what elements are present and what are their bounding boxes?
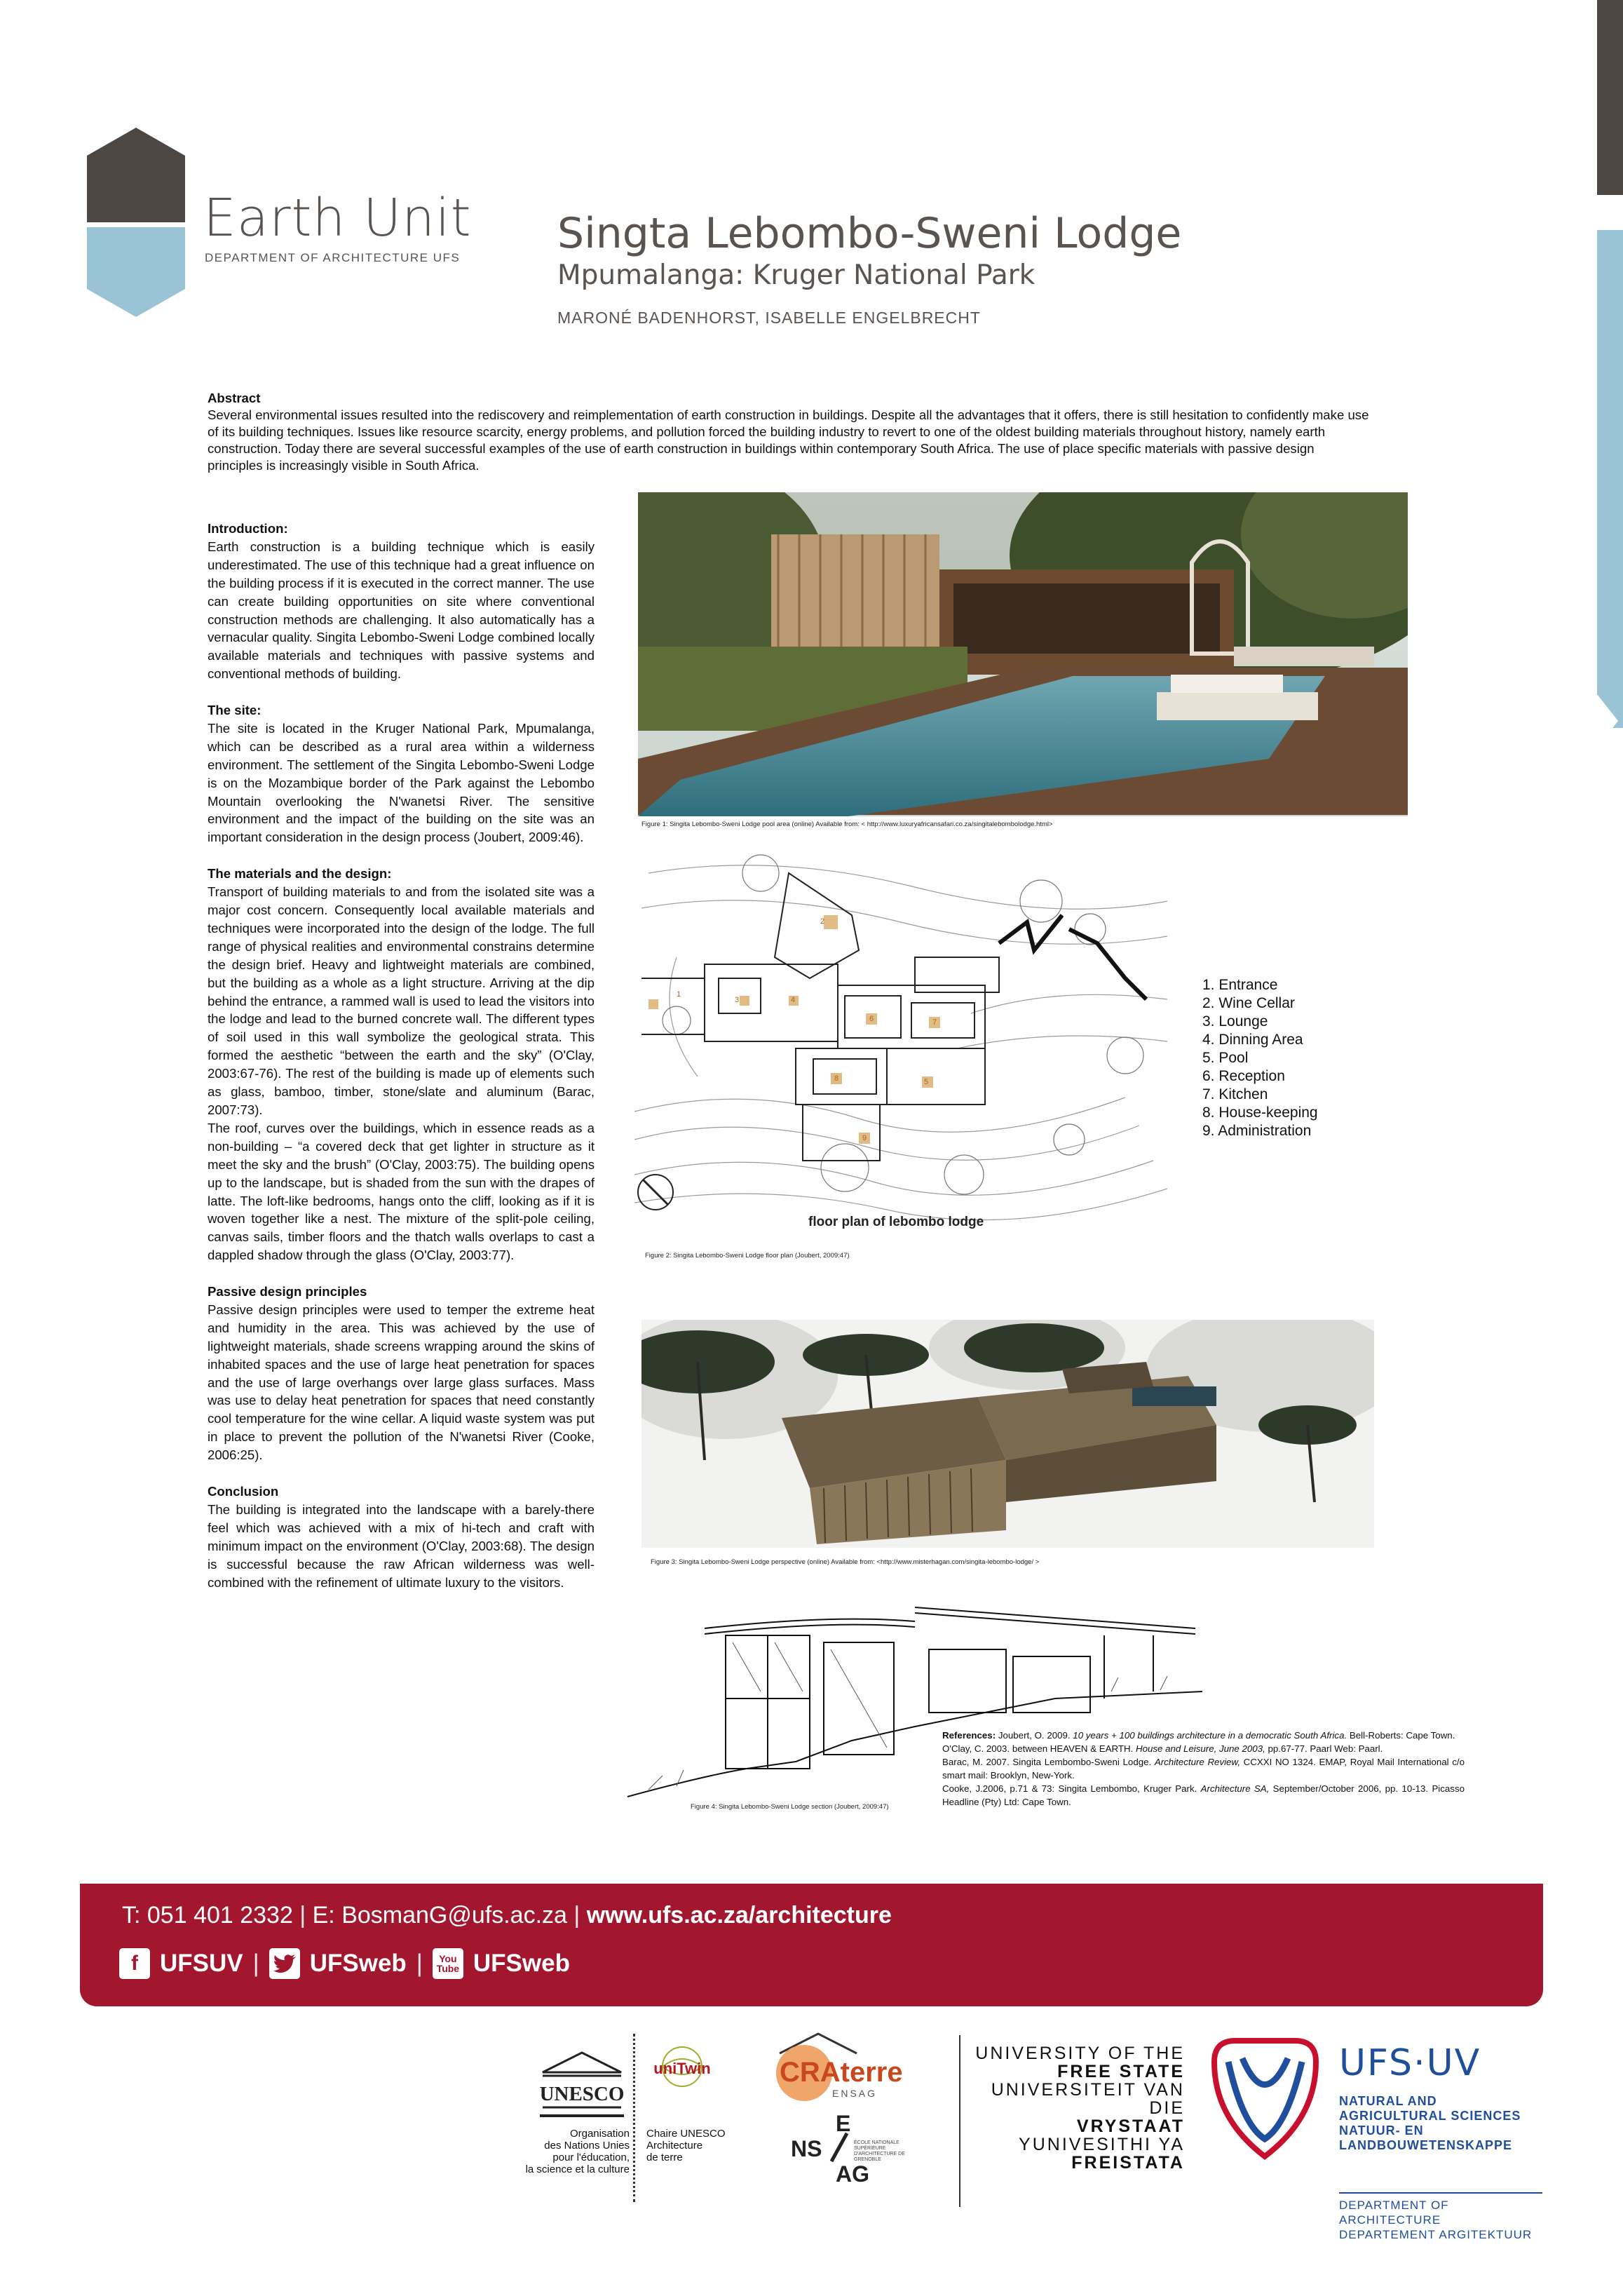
craterre-wordmark: CRAterre bbox=[780, 2057, 903, 2088]
unesco-caption: Organisation des Nations Unies pour l'éducation, la science et la culture bbox=[525, 2128, 630, 2175]
ufs-line: FREISTATA bbox=[1071, 2153, 1185, 2173]
reference-2-title: House and Leisure, June 2003, bbox=[1135, 1743, 1265, 1754]
facebook-link[interactable]: UFSUV bbox=[160, 1950, 243, 1977]
reference-2-publisher: pp.67-77. Paarl Web: Paarl. bbox=[1265, 1743, 1383, 1754]
reference-3 bbox=[942, 1755, 1465, 1782]
faculty-name: NATURAL AND AGRICULTURAL SCIENCES NATUUR- EN LANDBOUWETENSKAPPE bbox=[1339, 2094, 1521, 2152]
reference-2-author: O'Clay, C. 2003. between HEAVEN & EARTH. bbox=[942, 1743, 1136, 1754]
logo-subtitle: DEPARTMENT OF ARCHITECTURE UFS bbox=[205, 251, 461, 264]
reference-3-title: Architecture Review, bbox=[1154, 1757, 1241, 1767]
phone-number: T: 051 401 2332 bbox=[122, 1902, 293, 1929]
abstract bbox=[208, 390, 1371, 474]
main-text-column bbox=[208, 520, 595, 1609]
ufs-emblem bbox=[1200, 2034, 1330, 2163]
ensag-slash bbox=[829, 2132, 850, 2163]
materials-text: Transport of building materials to and from the isolated site was a major cost concern. Consequently local available materials and techniques were incorporated into the design of the lodge. The full range of physical realities and environmental constrains determine the design brief. Heavy and lightweight materials are combined, but the building as a whole as a light structure. Arriving at the dip behind the entrance, a rammed wall is used to lead the visitors into the lodge and lead to the burned concrete wall. The different types of soil used in this wall symbolize the geological strata. This formed the aesthetic “between the earth and the sky” (O'Clay, 2003:67-76). The rest of the building is made up of elements such as glass, bamboo, timber, stone/slate and aluminum (Barac, 2007:73). bbox=[208, 884, 595, 1117]
social-line: f UFSUV | UFSweb | You Tube UFSweb bbox=[119, 1948, 570, 1979]
craterre-logo bbox=[752, 2032, 913, 2116]
craterre-subtitle: ENSAG bbox=[832, 2088, 878, 2099]
passive-text: Passive design principles were used to temper the extreme heat and humidity in the area. This was achieved by the use of lightweight materials, shade screens wrapping around the skins of inhabited spaces and the use of large heat penetration for spaces and the use of large overhangs over large glass surfaces. Mass was use to delay heat penetration for spaces that need constantly cool temperature for the wine cellar. A liquid waste system was put in place to prevent the pollution of the N'wanetsi River (Cooke, 2006:25). bbox=[208, 1302, 595, 1463]
side-tab-notch bbox=[1597, 694, 1618, 748]
ufs-divider bbox=[959, 2035, 960, 2207]
earth-unit-logo-hexagon bbox=[87, 128, 185, 317]
twitter-icon bbox=[269, 1948, 300, 1979]
figure-2-caption: Figure 2: Singita Lebombo-Sweni Lodge floor plan (Joubert, 2009:47) bbox=[645, 1252, 850, 1260]
authors: MARONÉ BADENHORST, ISABELLE ENGELBRECHT bbox=[557, 309, 981, 327]
plan-number: 9 bbox=[862, 1134, 867, 1142]
unesco-wordmark: UNESCO bbox=[540, 2083, 624, 2105]
partner-divider bbox=[633, 2034, 635, 2202]
abstract-heading: Abstract bbox=[208, 391, 261, 405]
page-title: Singta Lebombo-Sweni Lodge bbox=[557, 209, 1182, 258]
unitwin-wordmark: uniTwin bbox=[653, 2060, 711, 2077]
plan-number: 8 bbox=[834, 1074, 839, 1083]
ufs-name-block bbox=[975, 2044, 1185, 2172]
reference-1-publisher: Bell-Roberts: Cape Town. bbox=[1347, 1730, 1455, 1741]
intro-text: Earth construction is a building technique which is easily underestimated. The use of this technique had a great influence on the building process if it is executed in the correct manner. The use can create building opportunities on site where conventional construction methods are challenging. It also automatically has a vernacular quality. Singita Lebombo-Sweni Lodge combined locally available materials and techniques with passive systems and conventional methods of building. bbox=[208, 539, 595, 682]
website-link[interactable]: www.ufs.ac.za/architecture bbox=[586, 1902, 892, 1929]
floor-plan-label: floor plan of lebombo lodge bbox=[808, 1215, 984, 1229]
figure-3-caption: Figure 3: Singita Lebombo-Sweni Lodge perspective (online) Available from: <http://www.misterhagan.com/singita-lebombo-lodge/ > bbox=[651, 1558, 1040, 1566]
ufs-line: UNIVERSITEIT VAN DIE bbox=[991, 2080, 1185, 2118]
ufs-uv-wordmark: UFS·UV bbox=[1339, 2042, 1481, 2084]
materials-text-2: The roof, curves over the buildings, which in essence reads as a non-building – “a covered deck that get lighter in structure as it meet the sky and the brush” (O'Clay, 2003:75). The building opens up to the landscape, but is shaded from the sun with the drapes of latte. The loft-like bedrooms, hangs onto the cliff, looking as if it is woven together like a nest. The mixture of the split-pole ceiling, canvas sails, timber floors and the thatch walls overlaps to cast a dappled shadow through the glass (O'Clay, 2003:77). bbox=[208, 1120, 595, 1263]
logo-title: Earth Unit bbox=[203, 188, 472, 248]
plan-number: 6 bbox=[869, 1015, 874, 1023]
ensag-letter: AG bbox=[836, 2161, 869, 2187]
youtube-icon-text: Tube bbox=[436, 1963, 460, 1974]
unitwin-caption: Chaire UNESCO Architecture de terre bbox=[646, 2128, 726, 2163]
reference-1 bbox=[942, 1729, 1465, 1742]
reference-3-author: Barac, M. 2007. Singita Lembombo-Sweni Lodge. bbox=[942, 1757, 1155, 1767]
legend-item: 2. Wine Cellar bbox=[1202, 995, 1295, 1011]
plan-number: 2 bbox=[820, 917, 825, 926]
legend-item: 9. Administration bbox=[1202, 1123, 1312, 1139]
youtube-icon bbox=[433, 1948, 463, 1979]
figure-4-caption: Figure 4: Singita Lebombo-Sweni Lodge section (Joubert, 2009:47) bbox=[691, 1803, 889, 1811]
conclusion-heading: Conclusion bbox=[208, 1483, 279, 1499]
pool-photo bbox=[638, 492, 1408, 816]
reference-4-publisher: September/October 2006, pp. 10-13. Picasso Headline (Pty) Ltd: Cape Town. bbox=[942, 1783, 1465, 1807]
facebook-icon: f bbox=[119, 1948, 150, 1979]
legend-item: 7. Kitchen bbox=[1202, 1086, 1268, 1102]
youtube-link[interactable]: UFSweb bbox=[473, 1950, 570, 1977]
intro-heading: Introduction: bbox=[208, 521, 288, 536]
legend-item: 1. Entrance bbox=[1202, 977, 1278, 993]
email-link[interactable]: E: BosmanG@ufs.ac.za bbox=[312, 1902, 567, 1929]
plan-number: 7 bbox=[932, 1018, 937, 1027]
reference-4-author: Cooke, J.2006, p.71 & 73: Singita Lembombo, Kruger Park. bbox=[942, 1783, 1201, 1794]
reference-1-author: Joubert, O. 2009. bbox=[998, 1730, 1073, 1741]
twitter-link[interactable]: UFSweb bbox=[309, 1950, 407, 1977]
page-subtitle: Mpumalanga: Kruger National Park bbox=[557, 259, 1035, 291]
conclusion-text: The building is integrated into the landscape with a barely-there feel which was achieved with a mix of hi-tech and craft with minimum impact on the environment (O'Clay, 2003:68). The design is successful because the raw African wilderness was well-combined with the refinement of ultimate luxury to the visitors. bbox=[208, 1501, 595, 1590]
contact-footer-band bbox=[80, 1884, 1543, 2006]
legend-item: 3. Lounge bbox=[1202, 1013, 1268, 1029]
plan-number: 1 bbox=[677, 990, 681, 999]
references bbox=[942, 1729, 1465, 1809]
plan-number: 3 bbox=[735, 996, 740, 1004]
ensag-caption: ÉCOLE NATIONALE SUPÉRIEURE D'ARCHITECTURE DE GRENOBLE bbox=[854, 2140, 905, 2162]
site-heading: The site: bbox=[208, 703, 262, 718]
abstract-text: Several environmental issues resulted into the rediscovery and reimplementation of earth construction in buildings. Despite all the advantages that it offers, there is still hesitation to confidently make use of its building techniques. Issues like resource scarcity, energy problems, and pollution forced the building industry to revert to one of the oldest building materials throughout history, namely earth construction. Today there are several successful examples of the use of earth construction in buildings within contemporary South Africa. The use of place specific materials with passive design principles is increasingly visible in South Africa. bbox=[208, 407, 1369, 473]
ufs-line: YUNIVESITHI YA bbox=[1019, 2135, 1185, 2154]
ufs-line: UNIVERSITY OF THE bbox=[975, 2044, 1185, 2063]
perspective-rendering bbox=[641, 1320, 1374, 1548]
reference-1-title: 10 years + 100 buildings architecture in a democratic South Africa. bbox=[1073, 1730, 1347, 1741]
passive-heading: Passive design principles bbox=[208, 1284, 367, 1299]
legend-item: 4. Dinning Area bbox=[1202, 1032, 1303, 1048]
side-tab-blue bbox=[1597, 230, 1623, 728]
floor-plan-drawing bbox=[634, 845, 1167, 1238]
legend-item: 6. Reception bbox=[1202, 1068, 1285, 1084]
reference-3-publisher: CCXXI NO 1324. EMAP, Royal Mail International c/o smart mail: Brooklyn, New-York. bbox=[942, 1757, 1465, 1781]
ufs-line: VRYSTAAT bbox=[1076, 2116, 1185, 2136]
youtube-icon-text: You bbox=[439, 1953, 457, 1964]
figure-1-caption: Figure 1: Singita Lebombo-Sweni Lodge pool area (online) Available from: < http://www.luxuryafricansafari.co.za/singitalebombolodge.html> bbox=[641, 821, 1053, 828]
plan-number: 4 bbox=[791, 996, 796, 1004]
references-label: References: bbox=[942, 1730, 996, 1741]
ensag-letter: E bbox=[836, 2111, 851, 2136]
contact-line: T: 051 401 2332 | E: BosmanG@ufs.ac.za | www.ufs.ac.za/architecture bbox=[122, 1902, 892, 1929]
materials-heading: The materials and the design: bbox=[208, 866, 392, 882]
unesco-logo bbox=[540, 2051, 624, 2121]
unitwin-logo bbox=[644, 2044, 721, 2114]
ufs-line: FREE STATE bbox=[1057, 2062, 1185, 2081]
reference-4-title: Architecture SA, bbox=[1200, 1783, 1270, 1794]
site-text: The site is located in the Kruger National Park, Mpumalanga, which can be described as a rural area within a wilderness environment. The settlement of the Singita Lebombo-Sweni Lodge is on the Mozambique border of the Park against the Lebombo Mountain overlooking the N'wanetsi River. The sensitive environment and the impact of the building on the site was an important consideration in the design process (Joubert, 2009:46). bbox=[208, 720, 595, 845]
reference-2 bbox=[942, 1742, 1465, 1755]
reference-4 bbox=[942, 1782, 1465, 1809]
plan-number: 5 bbox=[924, 1078, 929, 1086]
ensag-letter: NS bbox=[791, 2136, 822, 2161]
department-name: DEPARTMENT OF ARCHITECTURE DEPARTEMENT ARGITEKTUUR bbox=[1339, 2192, 1542, 2242]
legend-item: 5. Pool bbox=[1202, 1050, 1249, 1066]
plan-legend bbox=[1202, 976, 1318, 1140]
side-tab-dark bbox=[1597, 0, 1623, 195]
legend-item: 8. House-keeping bbox=[1202, 1105, 1318, 1121]
